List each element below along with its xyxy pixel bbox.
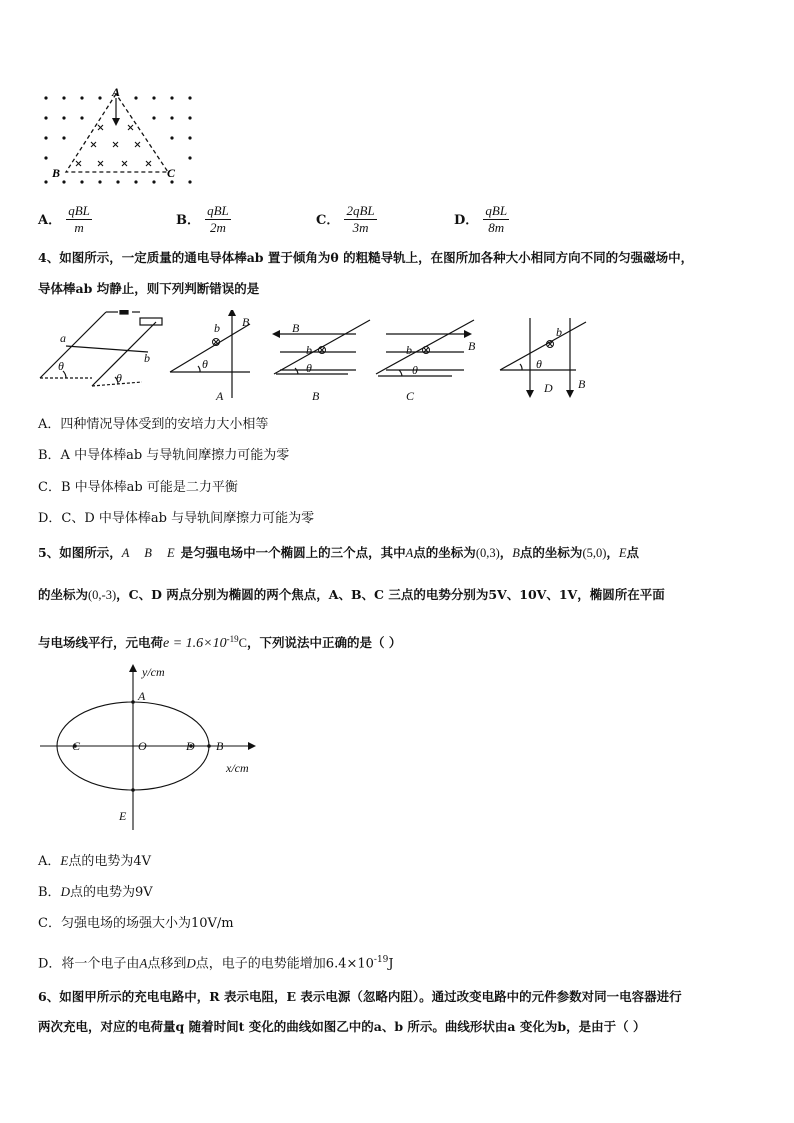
q4-fig-label-b5: b xyxy=(556,325,562,339)
q5-option-a[interactable]: A．E点的电势为4V xyxy=(38,853,152,869)
q4-fig-label-B-caption: B xyxy=(312,389,320,403)
q5-stem-line2: 的坐标为(0,-3)，C、D 两点分别为椭圆的两个焦点，A、B、C 三点的电势分别为5V、10V、1V，椭圆所在平面 xyxy=(38,587,665,602)
q4-fig-theta6: θ xyxy=(536,357,542,371)
q4-fig-label-B-a: B xyxy=(242,315,250,329)
q4-figure xyxy=(36,310,602,406)
q4-fig-label-B-c: B xyxy=(468,339,476,353)
q3-option-b[interactable]: B． $\frac{\text{qBL}}{2m}$ xyxy=(176,203,229,235)
q3-option-a-fraction: $\frac{\text{qBL}}{m}$ xyxy=(68,203,90,235)
q4-fig-label-b3: b xyxy=(306,343,312,357)
q4-fig-theta3: θ xyxy=(202,357,208,371)
q5-option-c[interactable]: C．匀强电场的场强大小为10V/m xyxy=(38,916,234,931)
q6-stem-line2: 两次充电，对应的电荷量q 随着时间t 变化的曲线如图乙中的a、b 所示。曲线形状由a 变化为b，是由于（ ） xyxy=(38,1019,646,1034)
q5-stem-line3: 与电场线平行，元电荷$e = 1.6\times 10^{-19}C$，下列说法中正确的是（ ） xyxy=(38,634,402,652)
q5-fig-label-o: O xyxy=(138,739,147,753)
q3-option-c[interactable]: C． $\frac{\text{2qBL}}{3m}$ xyxy=(316,203,375,235)
q4-fig-theta4: θ xyxy=(306,361,312,375)
q5-fig-y-axis-label: y/cm xyxy=(142,665,165,679)
q4-fig-label-C: C xyxy=(406,389,415,403)
q5-fig-label-c: C xyxy=(72,739,81,753)
q4-fig-label-b4: b xyxy=(406,343,412,357)
q4-option-a[interactable]: A．四种情况导体受到的安培力大小相等 xyxy=(38,417,269,432)
q3-option-c-fraction: $\frac{\text{2qBL}}{3m}$ xyxy=(346,203,375,235)
q5-fig-x-axis-label: x/cm xyxy=(226,761,249,775)
q5-fig-label-a: A xyxy=(138,689,146,703)
q5-fig-label-d: D xyxy=(186,739,195,753)
q4-fig-label-B-d: B xyxy=(578,377,586,391)
q5-option-d[interactable]: D．将一个电子由A点移到D点，电子的电势能增加$6.4\times 10^{-19}J$ xyxy=(38,955,394,972)
q4-option-b[interactable]: B．A 中导体棒ab 与导轨间摩擦力可能为零 xyxy=(38,448,290,463)
q4-stem-line1: 4、如图所示，一定质量的通电导体棒ab 置于倾角为θ 的粗糙导轨上，在图所加各种大小相同方向不同的匀强磁场中， xyxy=(38,250,694,265)
q4-stem-line2: 导体棒ab 均静止，则下列判断错误的是 xyxy=(38,281,260,296)
q4-fig-label-a: a xyxy=(60,331,66,345)
q4-fig-label-b1: b xyxy=(144,351,150,365)
q5-fig-label-b: B xyxy=(216,739,224,753)
q3-figure xyxy=(36,84,204,188)
q3-option-d-fraction: $\frac{\text{qBL}}{8m}$ xyxy=(485,203,508,235)
q4-option-d[interactable]: D．C、D 中导体棒ab 与导轨间摩擦力可能为零 xyxy=(38,511,315,526)
q4-fig-theta2: θ xyxy=(116,371,122,385)
q3-label-c: C xyxy=(167,166,176,180)
q3-label-b: B xyxy=(52,166,61,180)
q4-fig-label-D: D xyxy=(544,381,553,395)
q3-label-a: A xyxy=(112,85,121,99)
q4-fig-label-B-b: B xyxy=(292,321,300,335)
q4-fig-theta1: θ xyxy=(58,359,64,373)
q5-stem-line1: 5、如图所示，A B E是匀强电场中一个椭圆上的三个点，其中A点的坐标为(0,3)，B点的坐标为(5,0)，E点 xyxy=(38,545,640,560)
q3-option-a[interactable]: A． $\frac{\text{qBL}}{m}$ xyxy=(38,203,90,235)
q4-fig-theta5: θ xyxy=(412,363,418,377)
q4-option-c[interactable]: C．B 中导体棒ab 可能是二力平衡 xyxy=(38,480,238,495)
q5-option-b[interactable]: B．D点的电势为9V xyxy=(38,884,153,900)
q4-fig-label-b2: b xyxy=(214,321,220,335)
q5-fig-label-e: E xyxy=(119,809,127,823)
q5-figure xyxy=(36,662,262,834)
q3-option-d[interactable]: D． $\frac{\text{qBL}}{8m}$ xyxy=(454,203,508,235)
q3-option-b-fraction: $\frac{\text{qBL}}{2m}$ xyxy=(207,203,229,235)
q6-stem-line1: 6、如图甲所示的充电电路中，R 表示电阻，E 表示电源（忽略内阻）。通过改变电路中的元件参数对同一电容器进行 xyxy=(38,989,682,1004)
q4-fig-label-A: A xyxy=(216,389,224,403)
